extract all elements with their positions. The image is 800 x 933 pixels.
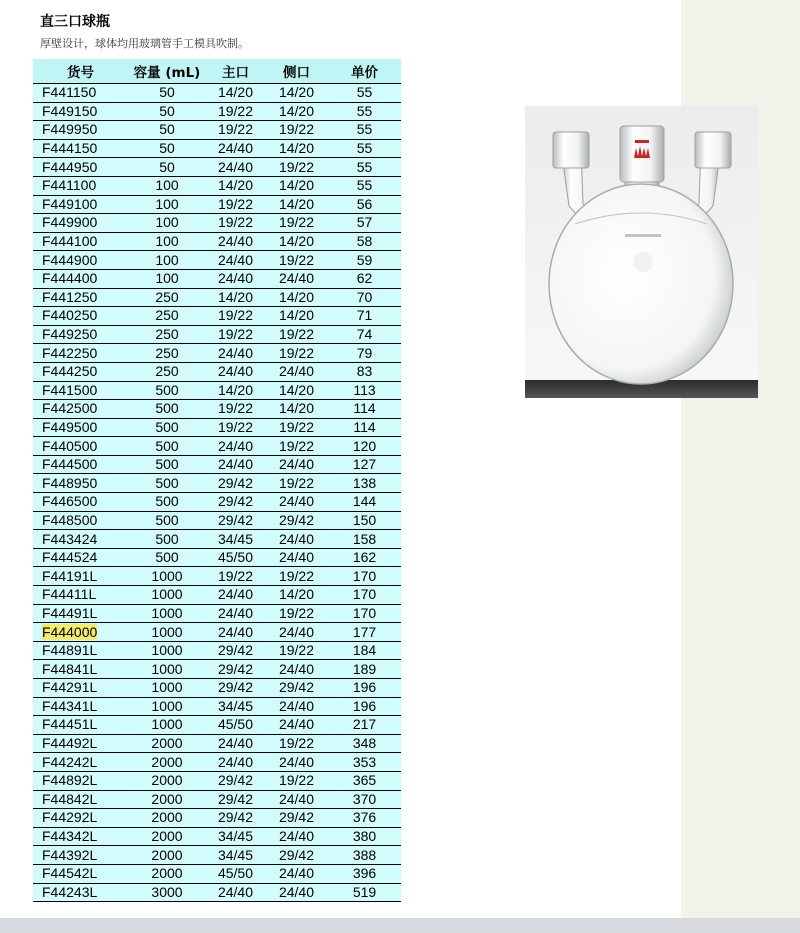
cell-side: 29/42: [265, 809, 328, 828]
cell-capacity: 100: [128, 251, 206, 270]
table-row: [33, 455, 401, 474]
cell-code: F44451L: [33, 716, 128, 735]
cell-side: 24/40: [265, 623, 328, 642]
cell-side: 19/22: [265, 437, 328, 456]
column-header-price: 单价: [328, 59, 401, 84]
table-row: [33, 511, 401, 530]
cell-main: 34/45: [206, 530, 265, 549]
cell-side: 19/22: [265, 158, 328, 177]
highlighted-code: F444000: [42, 623, 98, 640]
cell-capacity: 250: [128, 362, 206, 381]
cell-code: F44191L: [33, 567, 128, 586]
cell-price: 177: [328, 623, 401, 642]
cell-code: F448500: [33, 511, 128, 530]
cell-capacity: 2000: [128, 846, 206, 865]
cell-capacity: 500: [128, 474, 206, 493]
cell-code: F444524: [33, 548, 128, 567]
table-row: [33, 344, 401, 363]
cell-main: 29/42: [206, 493, 265, 512]
cell-price: 396: [328, 864, 401, 883]
cell-capacity: 50: [128, 139, 206, 158]
cell-price: 170: [328, 567, 401, 586]
cell-side: 19/22: [265, 771, 328, 790]
cell-price: 114: [328, 400, 401, 419]
cell-code: F44243L: [33, 883, 128, 902]
cell-price: 170: [328, 586, 401, 605]
cell-price: 217: [328, 716, 401, 735]
cell-capacity: 500: [128, 400, 206, 419]
cell-side: 24/40: [265, 883, 328, 902]
cell-capacity: 50: [128, 102, 206, 121]
cell-capacity: 3000: [128, 883, 206, 902]
cell-side: 14/20: [265, 586, 328, 605]
table-row: [33, 530, 401, 549]
cell-main: 14/20: [206, 176, 265, 195]
cell-code: F442250: [33, 344, 128, 363]
cell-main: 24/40: [206, 623, 265, 642]
cell-main: 29/42: [206, 660, 265, 679]
cell-side: 19/22: [265, 604, 328, 623]
table-row: [33, 809, 401, 828]
cell-side: 24/40: [265, 864, 328, 883]
cell-side: 24/40: [265, 493, 328, 512]
table-row: [33, 121, 401, 140]
cell-code: F446500: [33, 493, 128, 512]
cell-price: 55: [328, 121, 401, 140]
column-header-main-joint: 主口: [206, 59, 265, 84]
cell-capacity: 500: [128, 437, 206, 456]
cell-side: 14/20: [265, 400, 328, 419]
cell-side: 19/22: [265, 344, 328, 363]
cell-capacity: 250: [128, 307, 206, 326]
cell-side: 19/22: [265, 474, 328, 493]
table-row: [33, 158, 401, 177]
cell-side: 14/20: [265, 176, 328, 195]
table-row: [33, 846, 401, 865]
table-row: [33, 102, 401, 121]
cell-price: 71: [328, 307, 401, 326]
cell-price: 388: [328, 846, 401, 865]
cell-capacity: 500: [128, 493, 206, 512]
cell-code: F441250: [33, 288, 128, 307]
cell-price: 519: [328, 883, 401, 902]
cell-side: 14/20: [265, 139, 328, 158]
cell-code: F441500: [33, 381, 128, 400]
cell-price: 127: [328, 455, 401, 474]
cell-code: F444900: [33, 251, 128, 270]
cell-main: 34/45: [206, 697, 265, 716]
product-table: [33, 59, 401, 902]
table-row: [33, 567, 401, 586]
cell-code: F44392L: [33, 846, 128, 865]
cell-capacity: 50: [128, 121, 206, 140]
table-row: [33, 827, 401, 846]
cell-price: 158: [328, 530, 401, 549]
cell-main: 24/40: [206, 455, 265, 474]
cell-side: 29/42: [265, 511, 328, 530]
flask-photo: [525, 106, 758, 398]
cell-main: 19/22: [206, 214, 265, 233]
cell-main: 24/40: [206, 586, 265, 605]
cell-side: 29/42: [265, 846, 328, 865]
cell-price: 59: [328, 251, 401, 270]
cell-price: 56: [328, 195, 401, 214]
cell-main: 19/22: [206, 418, 265, 437]
cell-main: 29/42: [206, 679, 265, 698]
cell-capacity: 500: [128, 418, 206, 437]
cell-capacity: 1000: [128, 697, 206, 716]
cell-side: 24/40: [265, 455, 328, 474]
cell-side: 19/22: [265, 214, 328, 233]
cell-code: F44411L: [33, 586, 128, 605]
cell-price: 55: [328, 176, 401, 195]
cell-capacity: 1000: [128, 716, 206, 735]
cell-capacity: 250: [128, 288, 206, 307]
cell-capacity: 2000: [128, 771, 206, 790]
cell-code: F444400: [33, 269, 128, 288]
cell-side: 24/40: [265, 362, 328, 381]
page-subtitle: 厚壁设计，球体均用玻璃管手工模具吹制。: [40, 37, 249, 50]
cell-capacity: 1000: [128, 567, 206, 586]
cell-price: 55: [328, 102, 401, 121]
cell-code: F442500: [33, 400, 128, 419]
cell-main: 19/22: [206, 121, 265, 140]
table-row: [33, 493, 401, 512]
table-row: [33, 790, 401, 809]
table-row: [33, 474, 401, 493]
table-row: [33, 139, 401, 158]
cell-code: F449100: [33, 195, 128, 214]
cell-code: F44292L: [33, 809, 128, 828]
cell-price: 380: [328, 827, 401, 846]
three-neck-flask-icon: [525, 106, 758, 398]
table-row: [33, 864, 401, 883]
column-header-code: 货号: [33, 59, 128, 84]
cell-side: 14/20: [265, 232, 328, 251]
cell-main: 29/42: [206, 511, 265, 530]
table-row: [33, 883, 401, 902]
cell-code: F449500: [33, 418, 128, 437]
table-body: [33, 84, 401, 902]
cell-main: 24/40: [206, 883, 265, 902]
table-row: [33, 771, 401, 790]
cell-main: 19/22: [206, 102, 265, 121]
cell-side: 24/40: [265, 716, 328, 735]
cell-main: 24/40: [206, 344, 265, 363]
cell-price: 150: [328, 511, 401, 530]
cell-main: 14/20: [206, 84, 265, 103]
cell-code: F449900: [33, 214, 128, 233]
cell-price: 376: [328, 809, 401, 828]
cell-code: F440500: [33, 437, 128, 456]
table-row: [33, 586, 401, 605]
cell-code: F449950: [33, 121, 128, 140]
table-row: [33, 679, 401, 698]
cell-code: F44542L: [33, 864, 128, 883]
table-row: [33, 418, 401, 437]
cell-code: F444100: [33, 232, 128, 251]
cell-side: 24/40: [265, 530, 328, 549]
cell-capacity: 100: [128, 269, 206, 288]
cell-code: F44492L: [33, 734, 128, 753]
table-row: [33, 753, 401, 772]
cell-side: 19/22: [265, 121, 328, 140]
cell-price: 370: [328, 790, 401, 809]
column-header-capacity: 容量 (mL): [128, 59, 206, 84]
cell-code: F44892L: [33, 771, 128, 790]
cell-main: 29/42: [206, 771, 265, 790]
cell-price: 196: [328, 679, 401, 698]
cell-main: 24/40: [206, 734, 265, 753]
cell-side: 14/20: [265, 195, 328, 214]
table-row: [33, 437, 401, 456]
cell-code: F44491L: [33, 604, 128, 623]
table-row: [33, 84, 401, 103]
cell-main: 24/40: [206, 251, 265, 270]
table-row: [33, 697, 401, 716]
cell-price: 70: [328, 288, 401, 307]
cell-capacity: 250: [128, 325, 206, 344]
cell-side: 24/40: [265, 753, 328, 772]
cell-main: 29/42: [206, 790, 265, 809]
cell-price: 55: [328, 139, 401, 158]
cell-side: 29/42: [265, 679, 328, 698]
product-table-container: [33, 59, 401, 918]
table-row: [33, 716, 401, 735]
cell-price: 365: [328, 771, 401, 790]
cell-main: 24/40: [206, 269, 265, 288]
cell-main: 45/50: [206, 548, 265, 567]
cell-price: 114: [328, 418, 401, 437]
cell-main: 19/22: [206, 400, 265, 419]
cell-code: F44841L: [33, 660, 128, 679]
cell-main: 45/50: [206, 716, 265, 735]
page-title: 直三口球瓶: [40, 14, 110, 30]
table-row: [33, 604, 401, 623]
table-row: [33, 195, 401, 214]
cell-price: 184: [328, 641, 401, 660]
cell-code: F44291L: [33, 679, 128, 698]
table-row: [33, 232, 401, 251]
cell-code: F44242L: [33, 753, 128, 772]
cell-main: 19/22: [206, 307, 265, 326]
cell-price: 348: [328, 734, 401, 753]
cell-capacity: 1000: [128, 586, 206, 605]
cell-capacity: 100: [128, 232, 206, 251]
table-row: [33, 307, 401, 326]
cell-capacity: 250: [128, 344, 206, 363]
cell-main: 24/40: [206, 232, 265, 251]
cell-capacity: 50: [128, 158, 206, 177]
cell-capacity: 2000: [128, 734, 206, 753]
cell-price: 144: [328, 493, 401, 512]
cell-code: F449150: [33, 102, 128, 121]
table-row: [33, 660, 401, 679]
cell-side: 24/40: [265, 660, 328, 679]
bottom-scroll-bar[interactable]: [0, 918, 800, 933]
cell-code: F444150: [33, 139, 128, 158]
cell-main: 14/20: [206, 381, 265, 400]
cell-capacity: 2000: [128, 827, 206, 846]
cell-capacity: 50: [128, 84, 206, 103]
cell-main: 29/42: [206, 474, 265, 493]
cell-code: [33, 623, 128, 642]
table-row: [33, 288, 401, 307]
table-row: [33, 400, 401, 419]
cell-side: 19/22: [265, 418, 328, 437]
cell-capacity: 2000: [128, 753, 206, 772]
cell-capacity: 500: [128, 455, 206, 474]
cell-main: 19/22: [206, 567, 265, 586]
cell-capacity: 1000: [128, 660, 206, 679]
cell-side: 24/40: [265, 827, 328, 846]
cell-capacity: 2000: [128, 790, 206, 809]
cell-side: 14/20: [265, 288, 328, 307]
cell-capacity: 1000: [128, 604, 206, 623]
table-row: [33, 214, 401, 233]
table-row: [33, 381, 401, 400]
cell-price: 113: [328, 381, 401, 400]
cell-capacity: 100: [128, 214, 206, 233]
cell-side: 19/22: [265, 641, 328, 660]
cell-code: F444250: [33, 362, 128, 381]
table-row: [33, 623, 401, 642]
cell-price: 79: [328, 344, 401, 363]
cell-side: 14/20: [265, 381, 328, 400]
cell-capacity: 2000: [128, 864, 206, 883]
cell-capacity: 500: [128, 381, 206, 400]
cell-main: 19/22: [206, 325, 265, 344]
cell-code: F441150: [33, 84, 128, 103]
table-row: [33, 641, 401, 660]
cell-code: F444950: [33, 158, 128, 177]
cell-main: 24/40: [206, 604, 265, 623]
cell-price: 55: [328, 158, 401, 177]
cell-main: 24/40: [206, 753, 265, 772]
cell-code: F444500: [33, 455, 128, 474]
cell-capacity: 1000: [128, 679, 206, 698]
cell-capacity: 2000: [128, 809, 206, 828]
cell-price: 353: [328, 753, 401, 772]
table-row: [33, 176, 401, 195]
table-row: [33, 548, 401, 567]
cell-main: 24/40: [206, 437, 265, 456]
cell-main: 19/22: [206, 195, 265, 214]
cell-side: 14/20: [265, 307, 328, 326]
cell-price: 62: [328, 269, 401, 288]
table-row: [33, 269, 401, 288]
cell-price: 57: [328, 214, 401, 233]
cell-main: 29/42: [206, 809, 265, 828]
cell-main: 45/50: [206, 864, 265, 883]
table-header-row: [33, 59, 401, 84]
cell-price: 138: [328, 474, 401, 493]
cell-price: 189: [328, 660, 401, 679]
cell-side: 14/20: [265, 102, 328, 121]
cell-code: F441100: [33, 176, 128, 195]
cell-code: F44342L: [33, 827, 128, 846]
cell-main: 24/40: [206, 362, 265, 381]
cell-price: 58: [328, 232, 401, 251]
cell-capacity: 500: [128, 511, 206, 530]
cell-side: 24/40: [265, 548, 328, 567]
cell-main: 34/45: [206, 846, 265, 865]
column-header-side-joint: 侧口: [265, 59, 328, 84]
cell-side: 19/22: [265, 567, 328, 586]
cell-code: F44842L: [33, 790, 128, 809]
cell-price: 83: [328, 362, 401, 381]
cell-side: 19/22: [265, 251, 328, 270]
cell-side: 14/20: [265, 84, 328, 103]
cell-main: 34/45: [206, 827, 265, 846]
cell-price: 196: [328, 697, 401, 716]
cell-price: 55: [328, 84, 401, 103]
table-row: [33, 362, 401, 381]
cell-price: 170: [328, 604, 401, 623]
cell-side: 19/22: [265, 734, 328, 753]
table-row: [33, 251, 401, 270]
cell-price: 120: [328, 437, 401, 456]
cell-price: 162: [328, 548, 401, 567]
table-row: [33, 734, 401, 753]
cell-side: 19/22: [265, 325, 328, 344]
cell-code: F44891L: [33, 641, 128, 660]
cell-side: 24/40: [265, 697, 328, 716]
cell-code: F448950: [33, 474, 128, 493]
cell-main: 14/20: [206, 288, 265, 307]
cell-capacity: 500: [128, 530, 206, 549]
cell-code: F440250: [33, 307, 128, 326]
cell-capacity: 500: [128, 548, 206, 567]
cell-capacity: 1000: [128, 641, 206, 660]
cell-capacity: 100: [128, 195, 206, 214]
cell-main: 24/40: [206, 158, 265, 177]
cell-side: 24/40: [265, 269, 328, 288]
cell-main: 24/40: [206, 139, 265, 158]
cell-capacity: 100: [128, 176, 206, 195]
cell-price: 74: [328, 325, 401, 344]
cell-capacity: 1000: [128, 623, 206, 642]
table-row: [33, 325, 401, 344]
cell-side: 24/40: [265, 790, 328, 809]
cell-code: F44341L: [33, 697, 128, 716]
cell-main: 29/42: [206, 641, 265, 660]
cell-code: F443424: [33, 530, 128, 549]
cell-code: F449250: [33, 325, 128, 344]
